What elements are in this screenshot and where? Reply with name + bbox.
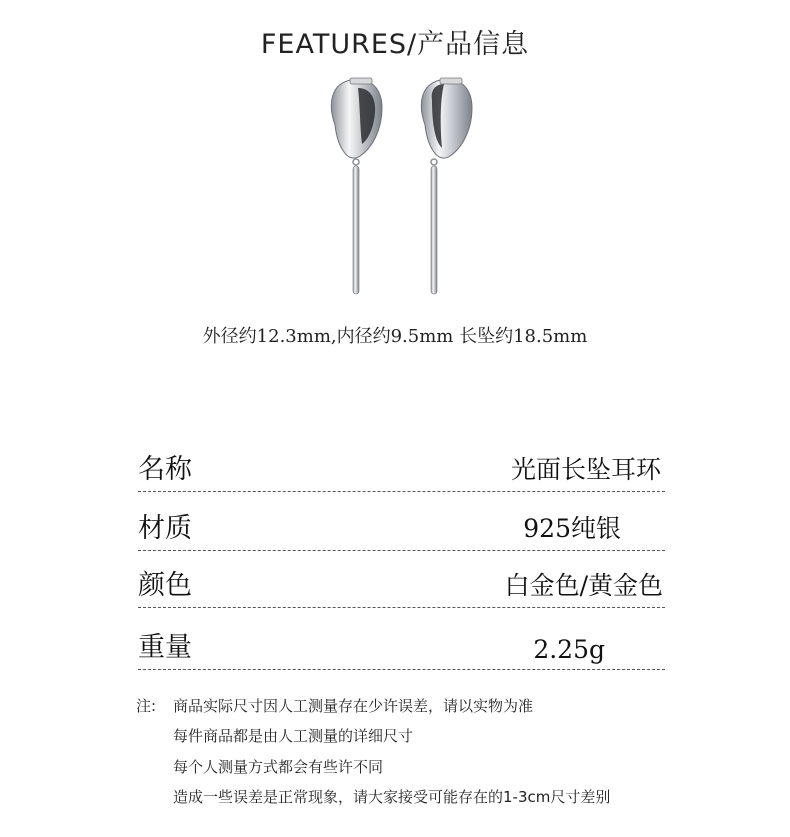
note-line: 每个人测量方式都会有些许不同 [173,758,384,776]
right-earring [421,78,472,294]
spec-label: 重量 [138,632,192,663]
spec-value: 925纯银 [523,514,621,543]
spec-row-material [138,509,665,549]
spec-label: 材质 [138,513,192,544]
note-line: 造成一些误差是正常现象，请大家接受可能存在的1-3cm尺寸差别 [173,788,611,806]
left-earring [331,78,382,294]
spec-label: 名称 [138,454,192,485]
spec-row-color [138,566,665,606]
page-title: FEATURES/产品信息 [260,29,530,60]
earrings-image [320,70,480,305]
spec-label: 颜色 [138,570,192,601]
spec-value: 白金色/黄金色 [504,571,663,600]
dimensions-text: 外径约12.3mm,内径约9.5mm 长坠约18.5mm [202,326,588,347]
divider [138,491,665,492]
divider [138,607,665,608]
spec-value: 光面长坠耳环 [510,455,661,484]
spec-value: 2.25g [533,635,605,664]
note-line: 商品实际尺寸因人工测量存在少许误差，请以实物为准 [173,697,534,715]
note-line: 每件商品都是由人工测量的详细尺寸 [173,727,414,745]
divider [138,550,665,551]
spec-row-weight [138,628,665,668]
note-prefix: 注: [136,697,157,715]
spec-row-name [138,450,665,490]
divider [138,669,665,670]
